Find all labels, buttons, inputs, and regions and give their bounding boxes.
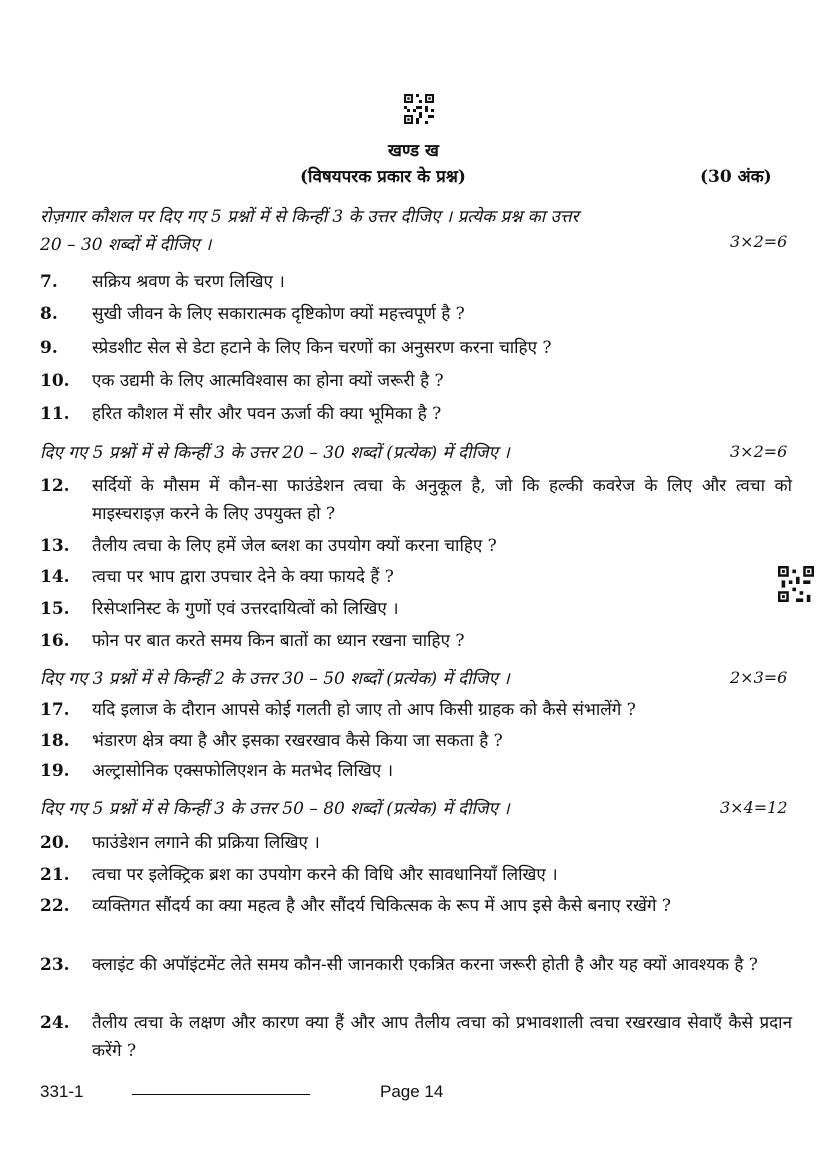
group-4-marks: 3×4=12 [720,798,788,817]
question-text: भंडारण क्षेत्र क्या है और इसका रखरखाव कैसे किया जा सकता है ? [92,731,503,751]
group-3-instruction: दिए गए 3 प्रश्नों में से किन्हीं 2 के उत्तर 30 – 50 शब्दों (प्रत्येक) में दीजिए । [40,669,510,689]
question-number: 14. [40,567,70,587]
question-text: त्वचा पर इलेक्ट्रिक ब्रश का उपयोग करने की विधि और सावधानियाँ लिखिए । [92,865,558,885]
qr-code-icon [404,94,434,124]
question-number: 18. [40,731,70,751]
paper-code: 331-1 [40,1082,84,1101]
group-2-marks: 3×2=6 [730,442,788,461]
question-number: 8. [40,304,58,324]
question-text: फोन पर बात करते समय किन बातों का ध्यान रखना चाहिए ? [92,631,465,651]
question-text: सुखी जीवन के लिए सकारात्मक दृष्टिकोण क्यों महत्त्वपूर्ण है ? [92,304,465,324]
group-1-marks: 3×2=6 [730,232,788,251]
group-1-instruction-line2: 20 – 30 शब्दों में दीजिए । [40,235,212,255]
question-text: स्प्रेडशीट सेल से डेटा हटाने के लिए किन चरणों का अनुसरण करना चाहिए ? [92,338,552,358]
question-text: क्लाइंट की अपॉइंटमेंट लेते समय कौन-सी जानकारी एकत्रित करना जरूरी होती है और यह क्यों आवश्यक है ? [92,955,758,975]
question-number: 20. [40,833,70,853]
question-number: 17. [40,700,70,720]
question-text: अल्ट्रासोनिक एक्सफोलिएशन के मतभेद लिखिए । [92,761,394,781]
question-number: 19. [40,761,70,781]
question-text: व्यक्तिगत सौंदर्य का क्या महत्व है और सौंदर्य चिकित्सक के रूप में आप इसे कैसे बनाए रखेंगे ? [92,896,671,916]
question-text: सर्दियों के मौसम में कौन-सा फाउंडेशन त्वचा के अनुकूल है, जो कि हल्की कवरेज के लिए और त्वचा को माइस्चराइज़ करने के लिए उपयुक्त हो ? [92,476,792,524]
group-2-instruction: दिए गए 5 प्रश्नों में से किन्हीं 3 के उत्तर 20 – 30 शब्दों (प्रत्येक) में दीजिए । [40,443,510,463]
question-number: 9. [40,338,58,358]
question-number: 11. [40,404,70,424]
question-number: 13. [40,536,70,556]
group-4-instruction: दिए गए 5 प्रश्नों में से किन्हीं 3 के उत्तर 50 – 80 शब्दों (प्रत्येक) में दीजिए । [40,799,510,819]
question-text: तैलीय त्वचा के लिए हमें जेल ब्लश का उपयोग क्यों करना चाहिए ? [92,536,497,556]
question-number: 15. [40,599,70,619]
question-number: 10. [40,371,70,391]
group-1-instruction-line1: रोज़गार कौशल पर दिए गए 5 प्रश्नों में से किन्हीं 3 के उत्तर दीजिए । प्रत्येक प्रश्न का उत्तर [40,207,579,227]
question-text: हरित कौशल में सौर और पवन ऊर्जा की क्या भूमिका है ? [92,404,442,424]
section-marks: (30 अंक) [700,167,772,187]
question-number: 24. [40,1013,70,1033]
question-number: 23. [40,955,70,975]
question-text: तैलीय त्वचा के लक्षण और कारण क्या हैं और आप तैलीय त्वचा को प्रभावशाली त्वचा रखरखाव सेवाएँ कैसे प्रदान करेंगे ? [92,1013,792,1061]
question-text: फाउंडेशन लगाने की प्रक्रिया लिखिए । [92,833,320,853]
question-text: रिसेप्शनिस्ट के गुणों एवं उत्तरदायित्वों को लिखिए । [92,599,399,619]
question-number: 7. [40,272,58,292]
question-number: 12. [40,476,70,496]
question-text: त्वचा पर भाप द्वारा उपचार देने के क्या फायदे हैं ? [92,567,394,587]
question-number: 21. [40,865,70,885]
question-number: 22. [40,896,70,916]
qr-code-icon [778,566,814,602]
page-number: Page 14 [380,1082,444,1101]
section-subtitle: (विषयपरक प्रकार के प्रश्न) [300,167,466,187]
question-text: सक्रिय श्रवण के चरण लिखिए । [92,272,285,292]
question-number: 16. [40,631,70,651]
footer-divider [132,1094,310,1095]
group-3-marks: 2×3=6 [730,668,788,687]
question-text: यदि इलाज के दौरान आपसे कोई गलती हो जाए तो आप किसी ग्राहक को कैसे संभालेंगे ? [92,700,636,720]
question-text: एक उद्यमी के लिए आत्मविश्वास का होना क्यों जरूरी है ? [92,371,444,391]
section-title: खण्ड ख [388,141,439,161]
